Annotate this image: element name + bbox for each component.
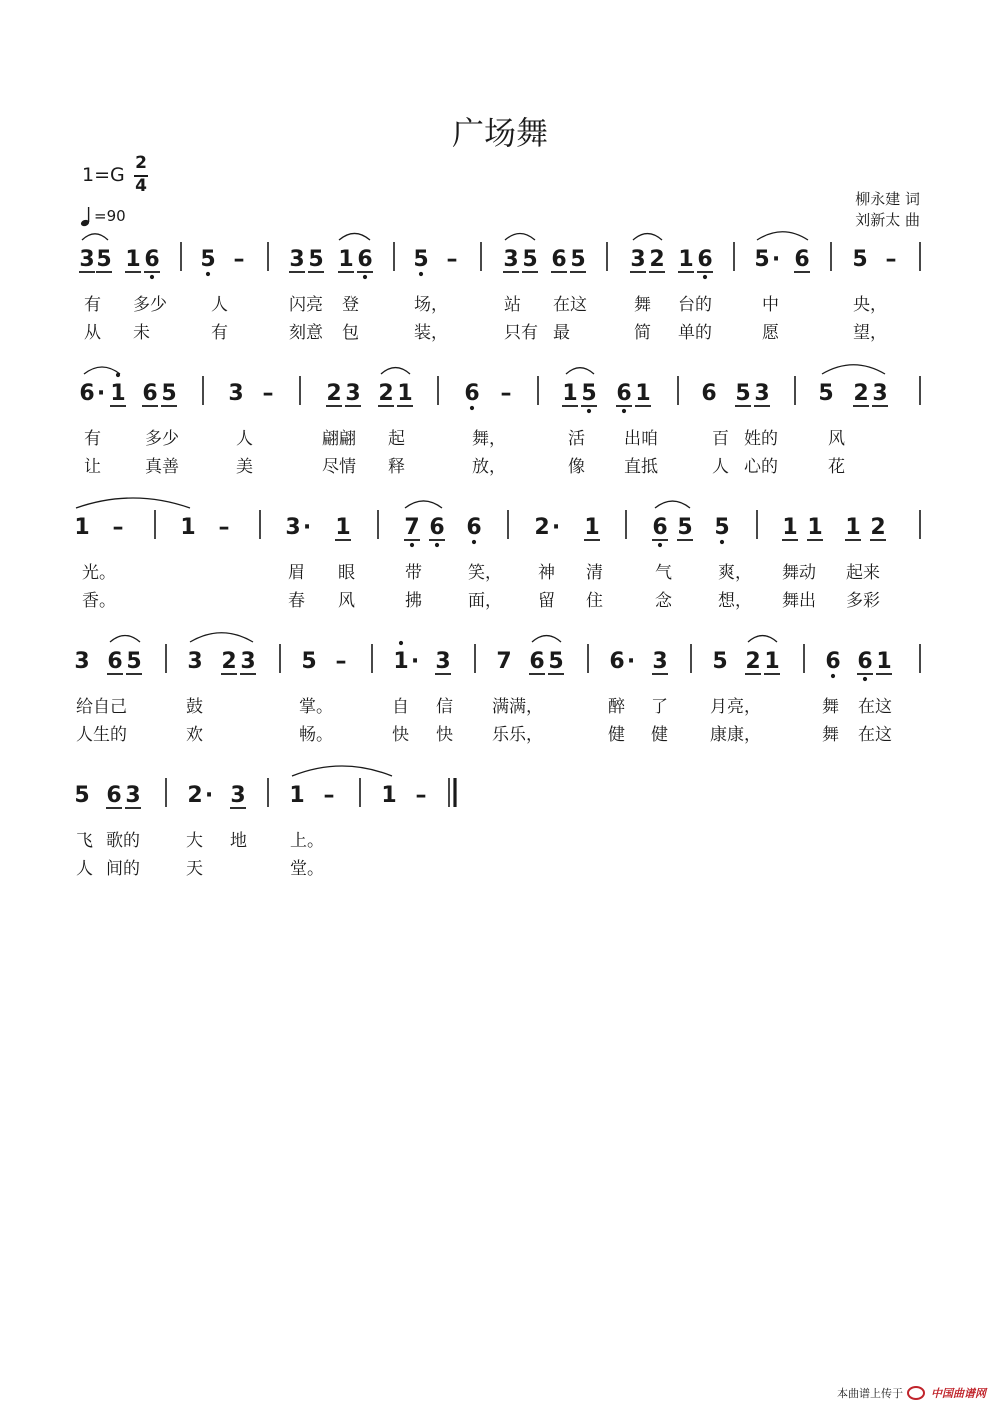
lyric: 有 [84,429,101,449]
slur [292,766,392,776]
note: 6 [466,515,482,540]
note: 5 [413,247,429,272]
note: – [233,247,245,272]
low-octave-dot [587,409,591,413]
note: 5 [96,247,112,272]
lyric: 欢 [186,725,203,745]
note: 6 [652,515,668,540]
note: 1 [584,515,600,540]
lyric: 留 [538,591,555,611]
lyric: 活 [568,429,585,449]
lyric: 人 [236,429,253,449]
note: 6 [609,649,625,674]
lyric: 简 [634,323,651,343]
lyric: 地 [230,831,247,851]
note: 3 [125,783,141,808]
lyric: 姓的 [744,429,778,449]
lyric: 舞动 [782,563,816,583]
note: 5 [677,515,693,540]
slur [532,636,561,642]
note: 3 [754,381,770,406]
note: – [500,381,512,406]
note: 1 [289,783,305,808]
lyric: 堂。 [290,859,324,879]
lyric: 信 [436,697,453,717]
note: – [262,381,274,406]
note: 6 [107,649,123,674]
tempo-value: =90 [94,207,126,225]
low-octave-dot [206,272,210,276]
note: 3 [435,649,451,674]
lyric: 百 [712,429,729,449]
lyric: 笑， [468,563,502,583]
note: 3 [79,247,95,272]
low-octave-dot [720,540,724,544]
site-logo-icon [907,1386,925,1400]
lyric: 舞出 [782,591,816,611]
note: 2 [870,515,886,540]
note: 5 [126,649,142,674]
low-octave-dot [831,674,835,678]
slur [505,234,535,241]
lyric: 光。 [82,563,116,583]
note: 1 [876,649,892,674]
slur [339,233,370,240]
note: · [204,783,214,808]
note: 6 [701,381,717,406]
note: 2 [649,247,665,272]
note: – [112,515,124,540]
note: 2 [187,783,203,808]
lyric: 健 [608,725,625,745]
note: 3 [187,649,203,674]
note: 3 [230,783,246,808]
note: – [446,247,458,272]
lyric: 爽， [718,563,752,583]
note: 6 [825,649,841,674]
lyric: 刻意 [289,323,323,343]
slur [84,367,120,374]
note: 3 [503,247,519,272]
note: – [218,515,230,540]
lyric: 场， [414,295,448,315]
note: · [551,515,561,540]
note: 6 [697,247,713,272]
lyric: 未 [133,323,150,343]
lyric: 央， [853,295,887,315]
high-octave-dot [399,641,403,645]
lyric: 包 [342,323,359,343]
lyric: 在这 [553,295,587,315]
lyric: 气 [655,563,672,583]
note: 6 [616,381,632,406]
lyric: 风 [338,591,355,611]
note: 2 [221,649,237,674]
lyric: 闪亮 [289,295,323,315]
note: 5 [712,649,728,674]
lyric: 从 [84,323,101,343]
note: 3 [652,649,668,674]
lyric: 给自己 [76,697,127,717]
lyric: 满满， [492,697,543,717]
lyric: 台的 [678,295,712,315]
footer [837,1385,986,1401]
note: 1 [180,515,196,540]
lyric: 愿 [762,323,779,343]
note: 5 [522,247,538,272]
lyric: 人 [712,457,729,477]
note: 5 [161,381,177,406]
note: · [302,515,312,540]
lyric: 在这 [858,697,892,717]
note: 2 [853,381,869,406]
lyric: 醉 [608,697,625,717]
note: – [335,649,347,674]
note: 6 [464,381,480,406]
slur [381,368,410,374]
note: – [415,783,427,808]
lyric: 放， [472,457,506,477]
low-octave-dot [150,275,154,279]
lyric: 只有 [504,323,538,343]
note: – [885,247,897,272]
lyric: 翩翩 [322,429,356,449]
lyric: 起来 [846,563,880,583]
lyric: 真善 [145,457,179,477]
lyric: 直抵 [624,457,658,477]
lyric: 畅。 [299,725,333,745]
note: 6 [106,783,122,808]
note: 1 [678,247,694,272]
lyric: 住 [586,591,603,611]
lyric: 自 [392,697,409,717]
note: 1 [110,381,126,406]
composer-credit: 刘新太 曲 [855,211,920,229]
lyric: 鼓 [186,697,203,717]
lyricist-credit: 柳永建 词 [855,190,920,208]
slur [822,365,885,374]
note: 7 [496,649,512,674]
note: 3 [228,381,244,406]
lyric: 像 [568,457,585,477]
lyric: 有 [84,295,101,315]
note: 1 [335,515,351,540]
lyric: 大 [186,831,203,851]
slur [82,234,108,240]
note: 5 [570,247,586,272]
slur [110,636,140,643]
low-octave-dot [470,406,474,410]
note: · [771,247,781,272]
note: 1 [782,515,798,540]
lyric: 舞， [472,429,506,449]
note: 1 [562,381,578,406]
lyric: 舞 [822,697,839,717]
lyric: 登 [342,295,359,315]
lyric: 清 [586,563,603,583]
lyric: 多少 [145,429,179,449]
lyric: 最 [553,323,570,343]
note: 6 [551,247,567,272]
note: 6 [357,247,373,272]
low-octave-dot [410,543,414,547]
footer-prefix: 本曲谱上传于 [837,1387,903,1400]
note: 1 [381,783,397,808]
lyric: 飞 [76,831,93,851]
note: 1 [807,515,823,540]
note: 1 [764,649,780,674]
note: 5 [200,247,216,272]
lyric: 月亮， [710,697,761,717]
lyric: 释 [388,457,405,477]
lyric: 拂 [405,591,422,611]
note: 3 [289,247,305,272]
lyric: 尽情 [322,457,356,477]
note: 6 [429,515,445,540]
note: 1 [635,381,651,406]
lyric: 站 [504,295,521,315]
lyric: 掌。 [299,697,333,717]
slur [190,633,253,642]
note: 3 [345,381,361,406]
note: 3 [74,649,90,674]
note: 7 [404,515,420,540]
lyric: 香。 [82,591,116,611]
key-signature: 1=G [82,164,125,186]
low-octave-dot [622,409,626,413]
lyric: 眉 [288,563,305,583]
note: 5 [74,783,90,808]
low-octave-dot [472,540,476,544]
lyric: 眼 [338,563,355,583]
note: 5 [754,247,770,272]
note: 5 [581,381,597,406]
lyric: 神 [538,563,555,583]
note: 5 [852,247,868,272]
note: 2 [378,381,394,406]
lyric: 中 [762,295,779,315]
note: 1 [125,247,141,272]
note: 3 [285,515,301,540]
footer-brand: 中国曲谱网 [931,1387,986,1400]
slur [566,368,594,374]
lyric: 有 [211,323,228,343]
lyric: 面， [468,591,502,611]
lyric: 快 [436,725,453,745]
note: 1 [74,515,90,540]
lyric: 人 [76,859,93,879]
note: 5 [735,381,751,406]
note: · [96,381,106,406]
lyric: 人 [211,295,228,315]
lyric: 间的 [106,859,140,879]
note: 5 [818,381,834,406]
note: 2 [534,515,550,540]
lyric: 花 [828,457,845,477]
note: 3 [630,247,646,272]
low-octave-dot [703,275,707,279]
lyric: 春 [288,591,305,611]
lyric: 多彩 [846,591,880,611]
lyric: 风 [828,429,845,449]
time-signature-denominator: 4 [135,176,147,196]
low-octave-dot [363,275,367,279]
note: 2 [326,381,342,406]
lyric: 念 [655,591,672,611]
note: 6 [79,381,95,406]
low-octave-dot [435,543,439,547]
lyric: 单的 [678,323,712,343]
lyric: 歌的 [106,831,140,851]
note: · [410,649,420,674]
note: 1 [397,381,413,406]
lyric: 康康， [710,725,761,745]
low-octave-dot [419,272,423,276]
lyric: 让 [84,457,101,477]
lyric: 天 [186,859,203,879]
lyric: 带 [405,563,422,583]
page-title: 广场舞 [451,114,548,152]
lyric: 健 [651,725,668,745]
note: 3 [872,381,888,406]
slur [655,501,690,508]
lyric: 多少 [133,295,167,315]
note: 2 [745,649,761,674]
note: 1 [393,649,409,674]
note: – [323,783,335,808]
lyric: 快 [392,725,409,745]
lyric: 乐乐， [492,725,543,745]
lyric: 心的 [744,457,778,477]
slur [76,498,190,508]
lyric: 望， [853,323,887,343]
lyric: 在这 [858,725,892,745]
lyric: 舞 [822,725,839,745]
low-octave-dot [863,677,867,681]
note: 6 [142,381,158,406]
note: 5 [548,649,564,674]
lyric: 美 [236,457,253,477]
lyric: 上。 [290,831,324,851]
slur [405,501,442,508]
note: 6 [144,247,160,272]
note: 3 [240,649,256,674]
lyric: 起 [388,429,405,449]
slur [633,234,662,240]
note: 6 [857,649,873,674]
time-signature-numerator: 2 [135,153,147,173]
note: 6 [794,247,810,272]
note: 1 [338,247,354,272]
lyric: 出咱 [624,429,658,449]
lyric: 人生的 [76,725,127,745]
note: 1 [845,515,861,540]
note: 5 [714,515,730,540]
slur [757,232,808,240]
note: 5 [308,247,324,272]
note: · [626,649,636,674]
low-octave-dot [658,543,662,547]
note: 6 [529,649,545,674]
lyric: 装， [414,323,448,343]
lyric: 舞 [634,295,651,315]
lyric: 想， [718,591,752,611]
slur [748,636,777,642]
note: 5 [301,649,317,674]
lyric: 了 [651,697,668,717]
